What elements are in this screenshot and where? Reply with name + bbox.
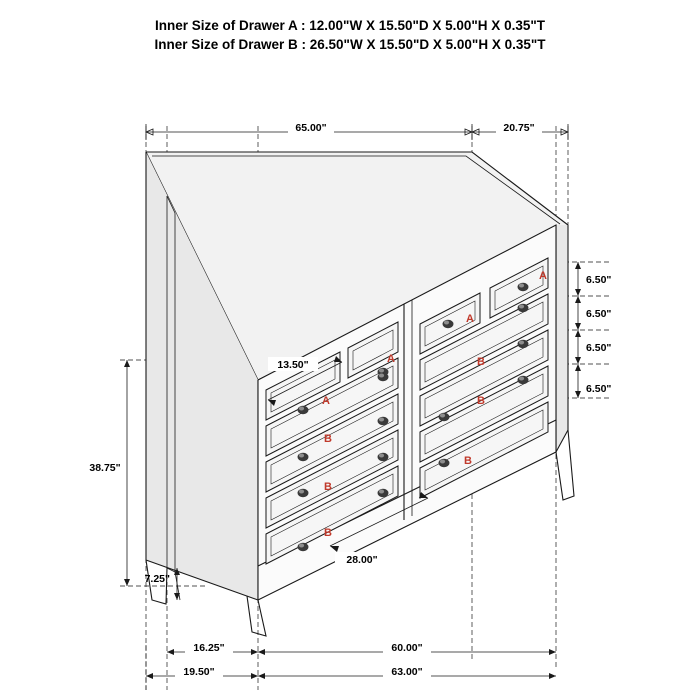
dim-bottom-depth: [167, 641, 258, 655]
drawer-a-note: Inner Size of Drawer A : 12.00"W X 15.50"D X 5.00"H X 0.35"T: [154, 18, 545, 33]
dim-bottom-width-inner: [258, 641, 556, 655]
drawer-label-a4: A: [322, 395, 330, 407]
dim-label-bottom-width-inner: 60.00": [391, 642, 423, 654]
dim-label-right-4: 6.50": [586, 383, 612, 395]
dim-leg-height: [145, 568, 180, 600]
dim-top-right: [472, 121, 568, 140]
drawer-label-b6: B: [324, 527, 332, 539]
dim-label-top-right: 20.75": [503, 122, 535, 134]
dim-label-right-3: 6.50": [586, 342, 612, 354]
drawer-label-b5: B: [324, 481, 332, 493]
drawer-label-b3: B: [464, 455, 472, 467]
drawer-label-b2: B: [477, 395, 485, 407]
drawer-label-a3: A: [387, 353, 395, 365]
dim-label-top-left: 65.00": [295, 122, 327, 134]
dim-label-drawer-large: 28.00": [346, 554, 378, 566]
dim-label-bottom-width-outer: 63.00": [391, 666, 423, 678]
dim-label-right-2: 6.50": [586, 308, 612, 320]
drawer-b-note: Inner Size of Drawer B : 26.50"W X 15.50"D X 5.00"H X 0.35"T: [154, 37, 546, 52]
drawer-label-b4: B: [324, 433, 332, 445]
dim-left-height: [85, 360, 130, 586]
drawer-label-a2: A: [466, 313, 474, 325]
drawer-label-b1: B: [477, 356, 485, 368]
dim-bottom-depth-outer: [146, 665, 258, 679]
dim-label-bottom-depth-outer: 19.50": [183, 666, 215, 678]
dim-label-leg-height: 7.25": [144, 573, 170, 585]
dim-label-left-height: 38.75": [89, 462, 121, 474]
dim-label-bottom-depth: 16.25": [193, 642, 225, 654]
dim-top-left: [146, 121, 472, 140]
cabinet-right-side: [556, 225, 574, 500]
dim-label-right-1: 6.50": [586, 274, 612, 286]
dim-bottom-width-outer: [258, 665, 556, 679]
dim-label-drawer-small: 13.50": [277, 359, 309, 371]
drawer-label-a1: A: [539, 270, 547, 282]
